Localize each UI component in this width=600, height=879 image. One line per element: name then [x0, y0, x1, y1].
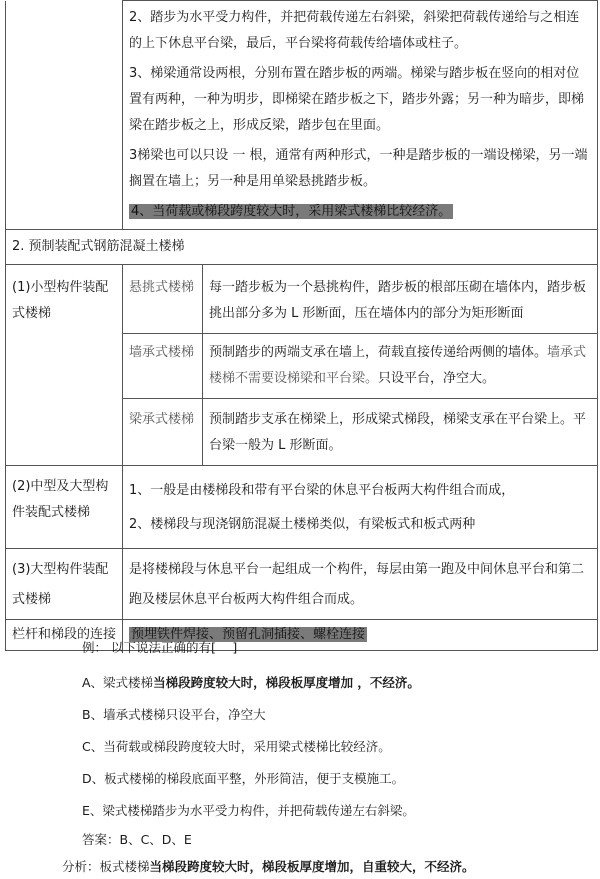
note-4-highlight: 4、当荷载或梯段跨度较大时，采用梁式楼梯比较经济。	[131, 204, 452, 219]
option-d: D、板式楼梯的梯段底面平整，外形简洁，便于支模施工。	[82, 771, 405, 786]
wall-bearing-type: 墙承式楼梯	[123, 334, 203, 399]
railing-desc: 预埋铁件焊接、预留孔洞插接、螺栓连接	[123, 620, 598, 651]
option-e: E、梁式楼梯踏步为水平受力构件，并把荷载传递左右斜梁。	[82, 803, 415, 818]
option-b: B、墙承式楼梯只设平台，净空大	[82, 707, 266, 722]
note-3: 3、梯梁通常设两根，分别布置在踏步板的两端。梯梁与踏步板在竖向的相对位置有两种，一种为明步，即梯梁在踏步板之下，踏步外露；另一种为暗步，即梯梁在踏步板之上，形成反梁，踏步包在里面。	[129, 66, 585, 133]
beam-bearing-type: 梁承式楼梯	[123, 399, 203, 466]
note-2: 2、踏步为水平受力构件，并把荷载传递左右斜梁，斜梁把荷载传递给与之相连的上下休息平台梁，最后，平台梁将荷载传给墙体或柱子。	[129, 10, 580, 51]
small-component-label: (1)小型构件装配式楼梯	[6, 265, 123, 466]
railing-label: 栏杆和梯段的连接	[6, 620, 123, 651]
large-component-label: (3)大型构件装配式楼梯	[6, 549, 123, 620]
beam-bearing-desc: 预制踏步支承在梯梁上，形成梁式梯段，梯梁支承在平台梁上。平台梁一般为 L 形断面。	[203, 399, 598, 466]
medium-component-desc: 1、一般是由楼梯段和带有平台梁的休息平台板两大构件组合而成， 2、楼梯段与现浇钢筋混凝土楼梯类似，有梁板式和板式两种	[123, 466, 598, 549]
answer: 答案：B、C、D、E	[82, 832, 192, 847]
option-a: A、梁式楼梯当梯段跨度较大时，梯段板厚度增加 ，不经济。	[82, 675, 420, 690]
cantilever-desc: 每一踏步板为一个悬挑构件，踏步板的根部压砌在墙体内，踏步板挑出部分多为 L 形断面，压在墙体内的部分为矩形断面	[203, 265, 598, 334]
large-component-desc: 是将楼梯段与休息平台一起组成一个构件，每层由第一跑及中间休息平台和第二跑及楼层休息平台板两大构件组合而成。	[123, 549, 598, 620]
cantilever-type: 悬挑式楼梯	[123, 265, 203, 334]
section-2-title: 2. 预制装配式钢筋混凝土楼梯	[6, 230, 598, 265]
question-stem: 例： 以下说法正确的有[ ]	[82, 640, 238, 655]
option-c: C、当荷载或梯段跨度较大时，采用梁式楼梯比较经济。	[82, 739, 391, 754]
note-3b: 3梯梁也可以只设 一 根，通常有两种形式，一种是踏步板的一端设梯梁，另一端搁置在墙上；另一种是用单梁悬挑踏步板。	[129, 148, 588, 189]
medium-component-label: (2)中型及大型构件装配式楼梯	[6, 466, 123, 549]
analysis: 分析：板式楼梯当梯段跨度较大时，梯段板厚度增加，自重较大，不经济。	[62, 859, 475, 874]
wall-bearing-desc: 预制踏步的两端支承在墙上，荷载直接传递给两侧的墙体。墙承式楼梯不需要设梯梁和平台梁。只设平台，净空大。	[203, 334, 598, 399]
